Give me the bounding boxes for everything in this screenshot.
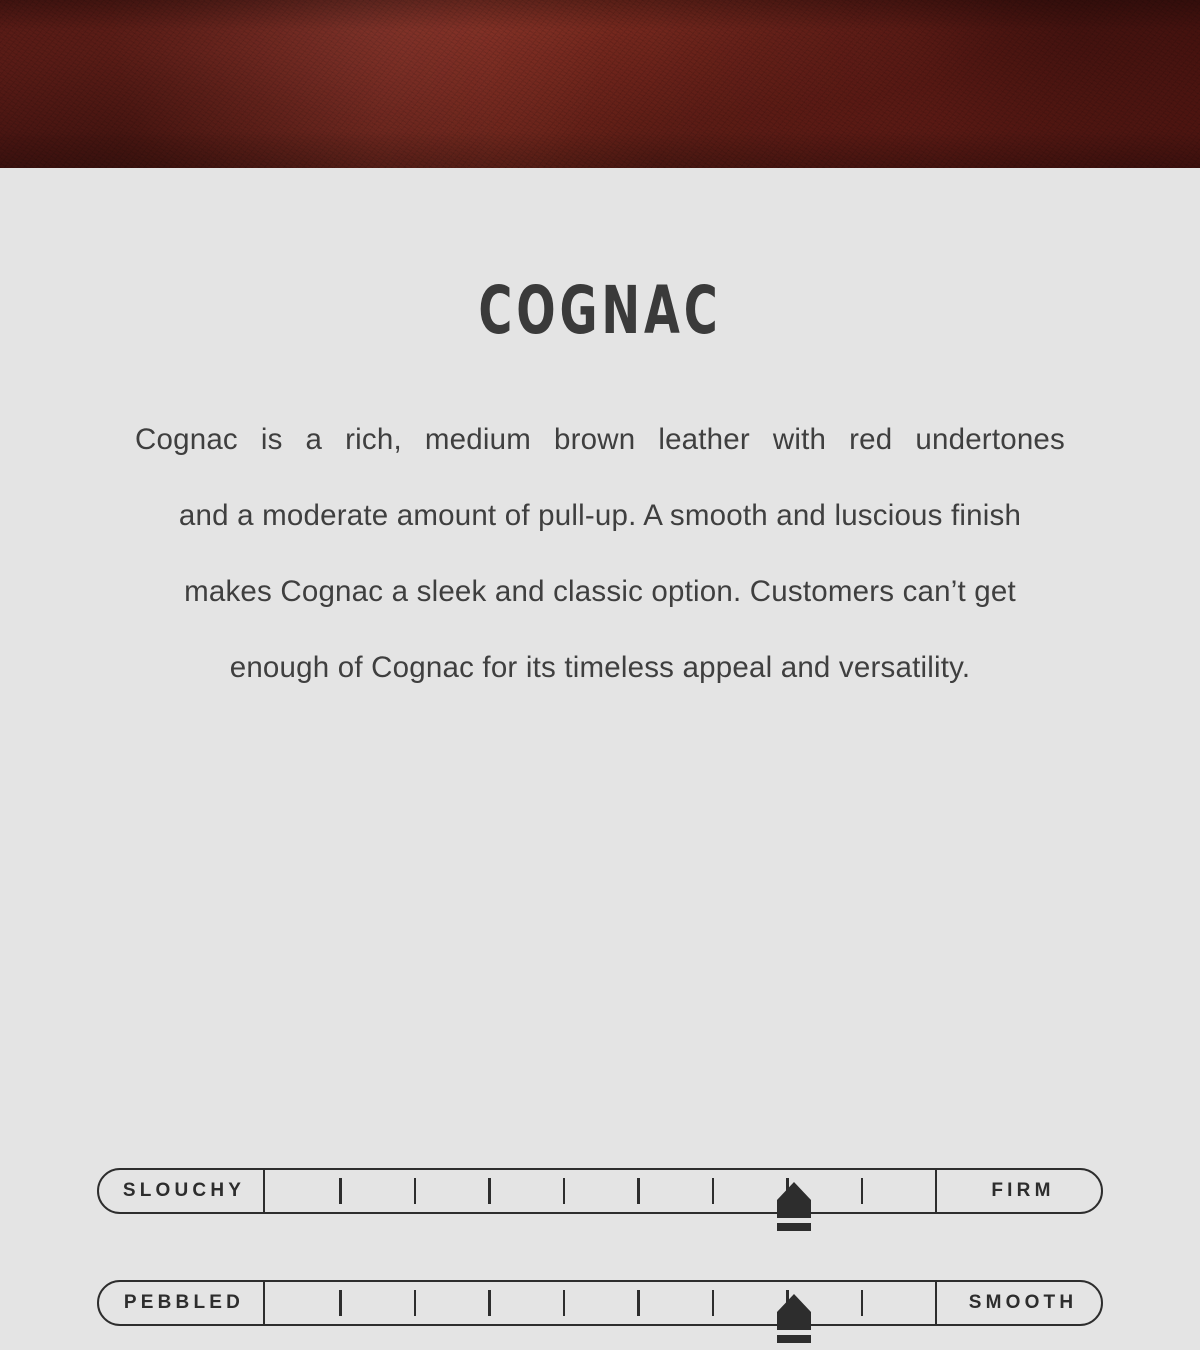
card-content <box>0 272 1200 1313</box>
cognac-leather-swatch <box>0 0 1200 168</box>
scale-texture <box>97 1280 1103 1326</box>
page-title: COGNAC <box>478 272 722 349</box>
scale-right-label-texture <box>935 1280 1103 1326</box>
scale-marker-structure <box>771 1176 817 1238</box>
description-line-3: makes Cognac a sleek and classic option. Customers can’t get <box>184 575 1016 608</box>
description-line-4: enough of Cognac for its timeless appeal and versatility. <box>229 651 971 684</box>
scale-tick <box>488 1290 491 1316</box>
scale-ticks-structure <box>265 1168 935 1214</box>
scale-tick <box>712 1290 715 1316</box>
scale-tick <box>563 1290 566 1316</box>
scale-tick <box>637 1178 640 1204</box>
scale-left-label-structure <box>97 1168 265 1214</box>
scale-left-label-texture <box>97 1280 265 1326</box>
scale-left-label-text-texture: PEBBLED <box>123 1292 245 1313</box>
scale-tick <box>861 1290 864 1316</box>
scale-marker-texture <box>771 1288 817 1350</box>
scale-tick <box>861 1178 864 1204</box>
attribute-scales <box>0 1168 1200 1326</box>
scale-tick <box>712 1178 715 1204</box>
scale-tick <box>414 1290 417 1316</box>
scale-tick <box>414 1178 417 1204</box>
scale-right-label-structure <box>935 1168 1103 1214</box>
scale-left-label-text-structure: SLOUCHY <box>122 1180 246 1201</box>
scale-ticks-texture <box>265 1280 935 1326</box>
scale-right-label-text-texture: SMOOTH <box>968 1292 1078 1313</box>
scale-tick <box>563 1178 566 1204</box>
description-paragraph <box>135 402 1065 706</box>
marker-pointer-icon <box>771 1176 817 1238</box>
description-line-2: and a moderate amount of pull-up. A smooth and luscious finish <box>178 499 1022 532</box>
swatch-edge-shadow <box>0 0 1200 168</box>
marker-pointer-icon <box>771 1288 817 1350</box>
scale-right-label-text-structure: FIRM <box>991 1180 1055 1201</box>
scale-tick <box>339 1290 342 1316</box>
scale-tick <box>488 1178 491 1204</box>
scale-tick <box>637 1290 640 1316</box>
scale-structure <box>97 1168 1103 1214</box>
description-line-1: Cognac is a rich, medium brown leather with red undertones <box>135 423 1065 456</box>
scale-tick <box>339 1178 342 1204</box>
